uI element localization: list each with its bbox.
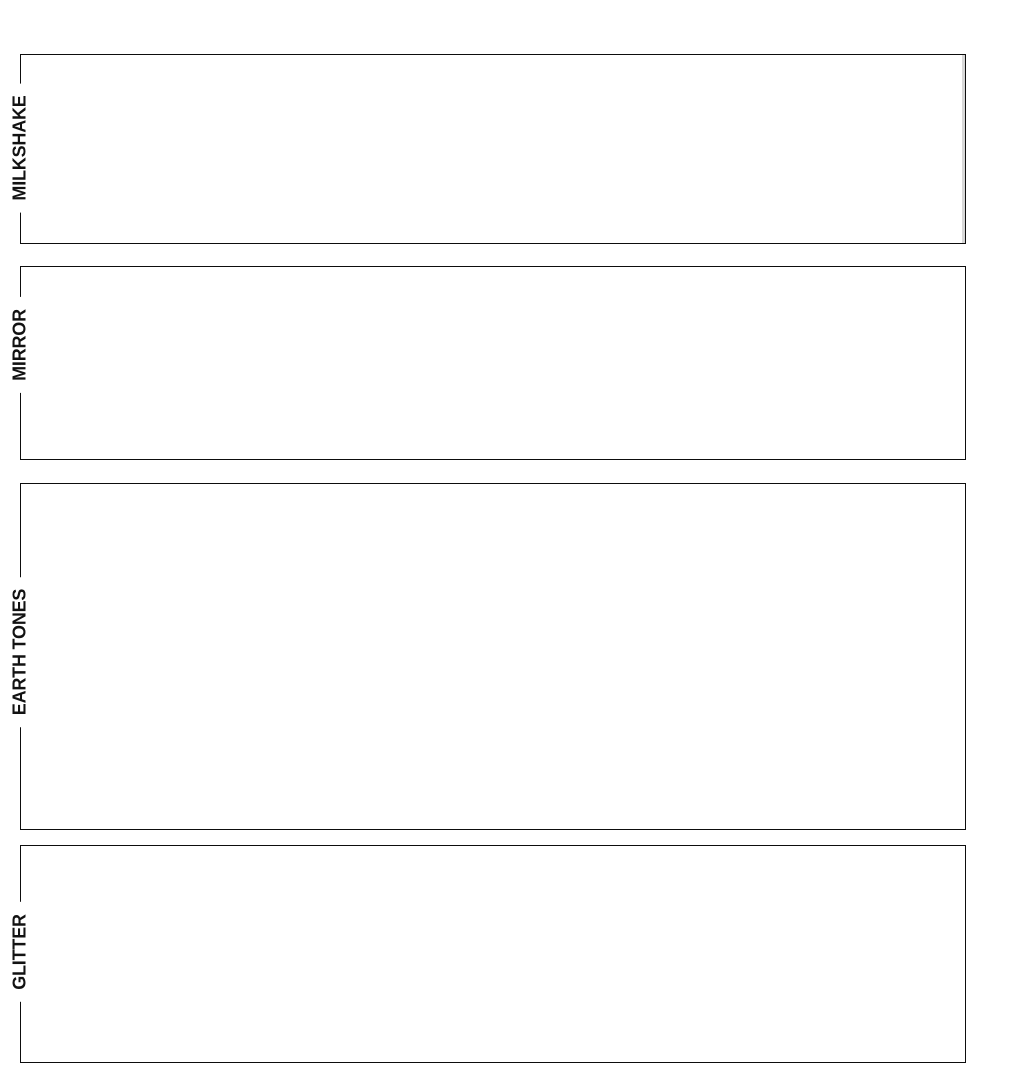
section-title-earth-tones: EARTH TONES	[10, 577, 31, 727]
section-mirror	[20, 266, 966, 460]
section-earth-tones	[20, 483, 966, 830]
section-title-milkshake: MILKSHAKE	[10, 83, 31, 212]
section-milkshake	[20, 54, 966, 244]
section-title-glitter: GLITTER	[10, 902, 31, 1002]
section-title-mirror: MIRROR	[10, 297, 31, 393]
section-glitter	[20, 845, 966, 1063]
